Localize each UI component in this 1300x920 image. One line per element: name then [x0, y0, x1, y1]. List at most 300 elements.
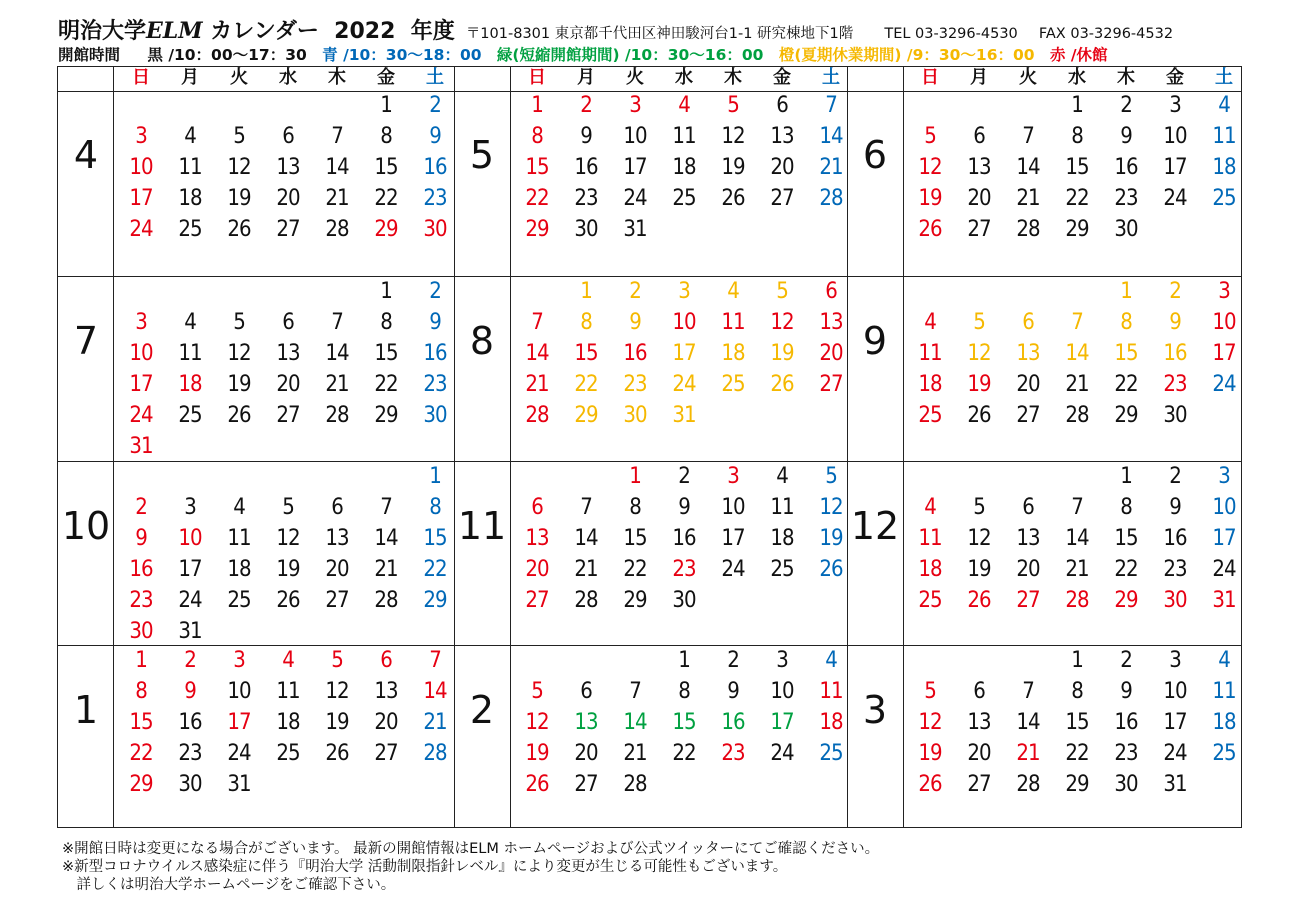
day-cell: 24 [178, 588, 202, 613]
day-cell: 21 [623, 741, 647, 766]
day-cell: 19 [770, 341, 794, 366]
weekday-header: 火 [1019, 67, 1037, 88]
day-cell: 26 [770, 372, 794, 397]
day-cell: 9 [184, 679, 196, 704]
day-cell: 30 [423, 403, 447, 428]
day-cell: 23 [721, 741, 745, 766]
weekday-header: 木 [328, 67, 346, 88]
notes [62, 840, 879, 894]
day-cell: 3 [629, 93, 641, 118]
day-cell: 30 [1163, 588, 1187, 613]
weekday-header: 水 [675, 67, 693, 88]
day-cell: 20 [374, 710, 398, 735]
day-cell: 14 [525, 341, 549, 366]
day-cell: 25 [1212, 186, 1236, 211]
note-line: 詳しくは明治大学ホームページをご確認下さい。 [62, 877, 396, 893]
day-cell: 1 [380, 93, 392, 118]
day-cell: 6 [331, 495, 343, 520]
day-cell: 28 [1065, 403, 1089, 428]
day-cell: 1 [380, 279, 392, 304]
day-cell: 26 [325, 741, 349, 766]
day-cell: 20 [276, 186, 300, 211]
day-cell: 1 [1120, 279, 1132, 304]
day-cell: 7 [1022, 679, 1034, 704]
day-cell: 3 [1218, 464, 1230, 489]
day-cell: 19 [276, 557, 300, 582]
day-cell: 1 [580, 279, 592, 304]
day-cell: 29 [423, 588, 447, 613]
day-cell: 8 [1071, 124, 1083, 149]
day-cell: 19 [967, 372, 991, 397]
day-cell: 4 [282, 648, 294, 673]
day-cell: 8 [580, 310, 592, 335]
day-cell: 24 [129, 217, 153, 242]
fax: FAX 03-3296-4532 [1038, 26, 1174, 42]
day-cell: 11 [1212, 124, 1236, 149]
day-cell: 16 [1163, 526, 1187, 551]
day-cell: 9 [580, 124, 592, 149]
day-cell: 18 [770, 526, 794, 551]
day-cell: 7 [629, 679, 641, 704]
day-cell: 27 [967, 217, 991, 242]
day-cell: 11 [178, 341, 202, 366]
day-cell: 20 [525, 557, 549, 582]
day-cell: 17 [721, 526, 745, 551]
day-cell: 22 [672, 741, 696, 766]
day-cell: 2 [1120, 648, 1132, 673]
day-cell: 29 [374, 403, 398, 428]
note-line: ※開館日時は変更になる場合がございます。 最新の開館情報はELM ホームページおよび公式ツイッターにてご確認ください。 [62, 841, 880, 857]
day-cell: 25 [819, 741, 843, 766]
day-cell: 12 [819, 495, 843, 520]
day-cell: 27 [574, 772, 598, 797]
day-cell: 28 [525, 403, 549, 428]
day-cell: 13 [819, 310, 843, 335]
day-cell: 12 [770, 310, 794, 335]
hours-green: 緑(短縮開館期間) /10：30〜16：00 [496, 46, 764, 64]
day-cell: 30 [1114, 217, 1138, 242]
day-cell: 3 [727, 464, 739, 489]
day-cell: 24 [227, 741, 251, 766]
day-cell: 10 [1163, 124, 1187, 149]
day-cell: 26 [967, 403, 991, 428]
day-cell: 3 [135, 310, 147, 335]
day-cell: 28 [819, 186, 843, 211]
day-cell: 1 [1071, 648, 1083, 673]
day-cell: 26 [918, 217, 942, 242]
day-cell: 9 [678, 495, 690, 520]
day-cell: 30 [623, 403, 647, 428]
day-cell: 22 [374, 186, 398, 211]
day-cell: 15 [1065, 710, 1089, 735]
month-label: 1 [73, 688, 99, 732]
day-cell: 29 [574, 403, 598, 428]
day-cell: 6 [973, 679, 985, 704]
tel: TEL 03-3296-4530 [884, 26, 1018, 42]
day-cell: 12 [721, 124, 745, 149]
day-cell: 4 [233, 495, 245, 520]
day-cell: 8 [380, 310, 392, 335]
day-cell: 1 [629, 464, 641, 489]
day-cell: 5 [233, 310, 245, 335]
day-cell: 2 [727, 648, 739, 673]
day-cell: 16 [178, 710, 202, 735]
day-cell: 13 [967, 155, 991, 180]
day-cell: 20 [967, 741, 991, 766]
day-cell: 4 [184, 310, 196, 335]
day-cell: 15 [672, 710, 696, 735]
day-cell: 15 [1114, 341, 1138, 366]
day-cell: 7 [331, 124, 343, 149]
day-cell: 3 [135, 124, 147, 149]
day-cell: 3 [776, 648, 788, 673]
day-cell: 16 [574, 155, 598, 180]
day-cell: 27 [770, 186, 794, 211]
day-cell: 29 [1114, 588, 1138, 613]
day-cell: 11 [918, 526, 942, 551]
day-cell: 10 [129, 155, 153, 180]
day-cell: 21 [1065, 557, 1089, 582]
day-cell: 4 [678, 93, 690, 118]
day-cell: 25 [178, 403, 202, 428]
day-cell: 23 [1114, 186, 1138, 211]
day-cell: 4 [924, 310, 936, 335]
day-cell: 10 [770, 679, 794, 704]
day-cell: 24 [770, 741, 794, 766]
month-label: 12 [850, 504, 900, 548]
day-cell: 1 [1120, 464, 1132, 489]
day-cell: 8 [1071, 679, 1083, 704]
day-cell: 29 [1065, 217, 1089, 242]
day-cell: 14 [423, 679, 447, 704]
day-cell: 22 [1114, 372, 1138, 397]
day-cell: 6 [973, 124, 985, 149]
day-cell: 5 [973, 310, 985, 335]
day-cell: 23 [129, 588, 153, 613]
day-cell: 26 [918, 772, 942, 797]
day-cell: 17 [178, 557, 202, 582]
day-cell: 15 [374, 341, 398, 366]
day-cell: 25 [721, 372, 745, 397]
day-cell: 1 [429, 464, 441, 489]
day-cell: 11 [672, 124, 696, 149]
calendar-grid [57, 66, 1242, 828]
day-cell: 23 [178, 741, 202, 766]
day-cell: 15 [129, 710, 153, 735]
day-cell: 10 [721, 495, 745, 520]
day-cell: 7 [531, 310, 543, 335]
day-cell: 28 [325, 217, 349, 242]
day-cell: 27 [325, 588, 349, 613]
day-cell: 11 [227, 526, 251, 551]
day-cell: 18 [1212, 710, 1236, 735]
day-cell: 30 [672, 588, 696, 613]
day-cell: 2 [678, 464, 690, 489]
day-cell: 18 [1212, 155, 1236, 180]
month-label: 6 [862, 133, 888, 177]
day-cell: 28 [574, 588, 598, 613]
day-cell: 8 [429, 495, 441, 520]
day-cell: 17 [1212, 341, 1236, 366]
day-cell: 2 [429, 93, 441, 118]
day-cell: 26 [967, 588, 991, 613]
title-calendar: カレンダー 2022 年度 [202, 19, 455, 44]
day-cell: 31 [227, 772, 251, 797]
day-cell: 22 [574, 372, 598, 397]
day-cell: 7 [380, 495, 392, 520]
day-cell: 15 [525, 155, 549, 180]
day-cell: 19 [325, 710, 349, 735]
day-cell: 8 [380, 124, 392, 149]
day-cell: 7 [1022, 124, 1034, 149]
day-cell: 7 [429, 648, 441, 673]
day-cell: 31 [1163, 772, 1187, 797]
day-cell: 25 [1212, 741, 1236, 766]
day-cell: 6 [825, 279, 837, 304]
day-cell: 30 [1114, 772, 1138, 797]
day-cell: 6 [580, 679, 592, 704]
month-label: 2 [469, 688, 495, 732]
day-cell: 9 [429, 310, 441, 335]
day-cell: 13 [770, 124, 794, 149]
day-cell: 21 [1016, 186, 1040, 211]
day-cell: 28 [423, 741, 447, 766]
day-cell: 30 [423, 217, 447, 242]
day-cell: 13 [1016, 341, 1040, 366]
day-cell: 15 [1114, 526, 1138, 551]
hours-blue: 青 /10：30〜18：00 [322, 46, 482, 64]
day-cell: 26 [819, 557, 843, 582]
day-cell: 9 [1169, 310, 1181, 335]
day-cell: 16 [672, 526, 696, 551]
day-cell: 18 [178, 372, 202, 397]
day-cell: 27 [525, 588, 549, 613]
day-cell: 23 [423, 372, 447, 397]
day-cell: 5 [531, 679, 543, 704]
day-cell: 19 [967, 557, 991, 582]
header [58, 14, 1298, 42]
day-cell: 18 [918, 557, 942, 582]
day-cell: 23 [574, 186, 598, 211]
day-cell: 24 [1163, 741, 1187, 766]
day-cell: 7 [825, 93, 837, 118]
day-cell: 16 [1114, 155, 1138, 180]
day-cell: 12 [325, 679, 349, 704]
title-elm: ELM [146, 18, 203, 44]
opening-hours [58, 43, 1298, 65]
day-cell: 26 [227, 403, 251, 428]
day-cell: 12 [918, 710, 942, 735]
weekday-header: 火 [626, 67, 644, 88]
day-cell: 21 [1016, 741, 1040, 766]
month-label: 7 [73, 319, 99, 363]
day-cell: 11 [276, 679, 300, 704]
day-cell: 4 [1218, 648, 1230, 673]
day-cell: 27 [967, 772, 991, 797]
day-cell: 3 [1169, 93, 1181, 118]
day-cell: 30 [178, 772, 202, 797]
weekday-header: 木 [1117, 67, 1135, 88]
day-cell: 22 [374, 372, 398, 397]
day-cell: 9 [135, 526, 147, 551]
day-cell: 30 [129, 619, 153, 644]
day-cell: 21 [325, 372, 349, 397]
day-cell: 13 [525, 526, 549, 551]
day-cell: 9 [429, 124, 441, 149]
day-cell: 22 [623, 557, 647, 582]
day-cell: 4 [776, 464, 788, 489]
day-cell: 14 [1016, 155, 1040, 180]
weekday-header: 水 [279, 67, 297, 88]
day-cell: 28 [623, 772, 647, 797]
day-cell: 1 [678, 648, 690, 673]
day-cell: 17 [227, 710, 251, 735]
day-cell: 21 [574, 557, 598, 582]
day-cell: 25 [178, 217, 202, 242]
hours-black: 黒 /10：00〜17：30 [147, 46, 307, 64]
day-cell: 24 [721, 557, 745, 582]
day-cell: 8 [1120, 310, 1132, 335]
day-cell: 18 [178, 186, 202, 211]
day-cell: 2 [1169, 279, 1181, 304]
day-cell: 30 [574, 217, 598, 242]
day-cell: 19 [227, 372, 251, 397]
day-cell: 6 [1022, 495, 1034, 520]
weekday-header: 日 [528, 67, 546, 88]
day-cell: 2 [135, 495, 147, 520]
day-cell: 23 [423, 186, 447, 211]
weekday-header: 金 [773, 67, 791, 88]
day-cell: 6 [1022, 310, 1034, 335]
day-cell: 5 [233, 124, 245, 149]
day-cell: 2 [580, 93, 592, 118]
hours-orange: 橙(夏期休業期間) /9：30〜16：00 [778, 46, 1035, 64]
day-cell: 22 [1065, 741, 1089, 766]
day-cell: 24 [129, 403, 153, 428]
weekday-header: 火 [230, 67, 248, 88]
day-cell: 16 [1114, 710, 1138, 735]
day-cell: 17 [1163, 710, 1187, 735]
day-cell: 28 [1016, 217, 1040, 242]
day-cell: 9 [727, 679, 739, 704]
day-cell: 23 [623, 372, 647, 397]
day-cell: 28 [1065, 588, 1089, 613]
day-cell: 3 [1169, 648, 1181, 673]
weekday-header: 月 [577, 67, 595, 88]
day-cell: 12 [227, 155, 251, 180]
day-cell: 25 [770, 557, 794, 582]
day-cell: 21 [819, 155, 843, 180]
day-cell: 22 [423, 557, 447, 582]
day-cell: 15 [374, 155, 398, 180]
day-cell: 15 [1065, 155, 1089, 180]
day-cell: 17 [129, 186, 153, 211]
day-cell: 19 [918, 741, 942, 766]
day-cell: 17 [129, 372, 153, 397]
grid-rule [903, 67, 904, 827]
day-cell: 22 [1114, 557, 1138, 582]
title-university: 明治大学 [58, 19, 147, 44]
day-cell: 5 [825, 464, 837, 489]
day-cell: 10 [1212, 310, 1236, 335]
day-cell: 28 [1016, 772, 1040, 797]
day-cell: 10 [227, 679, 251, 704]
day-cell: 5 [331, 648, 343, 673]
weekday-header: 金 [377, 67, 395, 88]
day-cell: 12 [525, 710, 549, 735]
weekday-header: 金 [1166, 67, 1184, 88]
day-cell: 26 [525, 772, 549, 797]
month-label: 5 [469, 133, 495, 177]
day-cell: 2 [1169, 464, 1181, 489]
day-cell: 31 [178, 619, 202, 644]
day-cell: 1 [1071, 93, 1083, 118]
day-cell: 18 [227, 557, 251, 582]
month-label: 3 [862, 688, 888, 732]
day-cell: 24 [623, 186, 647, 211]
day-cell: 19 [227, 186, 251, 211]
day-cell: 9 [1120, 679, 1132, 704]
day-cell: 6 [380, 648, 392, 673]
day-cell: 29 [1065, 772, 1089, 797]
day-cell: 4 [727, 279, 739, 304]
day-cell: 20 [1016, 557, 1040, 582]
day-cell: 23 [672, 557, 696, 582]
day-cell: 13 [325, 526, 349, 551]
day-cell: 14 [1016, 710, 1040, 735]
day-cell: 27 [374, 741, 398, 766]
day-cell: 23 [1163, 557, 1187, 582]
day-cell: 14 [819, 124, 843, 149]
weekday-header: 日 [132, 67, 150, 88]
day-cell: 8 [629, 495, 641, 520]
day-cell: 20 [276, 372, 300, 397]
day-cell: 10 [1163, 679, 1187, 704]
day-cell: 19 [819, 526, 843, 551]
day-cell: 15 [574, 341, 598, 366]
day-cell: 19 [721, 155, 745, 180]
day-cell: 2 [1120, 93, 1132, 118]
day-cell: 16 [423, 155, 447, 180]
day-cell: 17 [672, 341, 696, 366]
day-cell: 15 [423, 526, 447, 551]
day-cell: 7 [331, 310, 343, 335]
day-cell: 8 [135, 679, 147, 704]
day-cell: 6 [776, 93, 788, 118]
grid-rule [58, 276, 1241, 277]
day-cell: 16 [423, 341, 447, 366]
day-cell: 5 [973, 495, 985, 520]
day-cell: 26 [227, 217, 251, 242]
hours-label: 開館時間 [58, 46, 121, 64]
day-cell: 31 [129, 434, 153, 459]
weekday-header: 土 [1215, 67, 1233, 88]
day-cell: 12 [276, 526, 300, 551]
day-cell: 25 [276, 741, 300, 766]
hours-red: 赤 /休館 [1049, 46, 1108, 64]
day-cell: 27 [819, 372, 843, 397]
day-cell: 19 [918, 186, 942, 211]
day-cell: 18 [819, 710, 843, 735]
day-cell: 11 [178, 155, 202, 180]
note-line: ※新型コロナウイルス感染症に伴う『明治大学 活動制限指針レベル』により変更が生じる可能性もございます。 [62, 859, 788, 875]
weekday-header: 水 [1068, 67, 1086, 88]
day-cell: 26 [721, 186, 745, 211]
day-cell: 1 [531, 93, 543, 118]
day-cell: 14 [374, 526, 398, 551]
day-cell: 5 [776, 279, 788, 304]
day-cell: 10 [623, 124, 647, 149]
